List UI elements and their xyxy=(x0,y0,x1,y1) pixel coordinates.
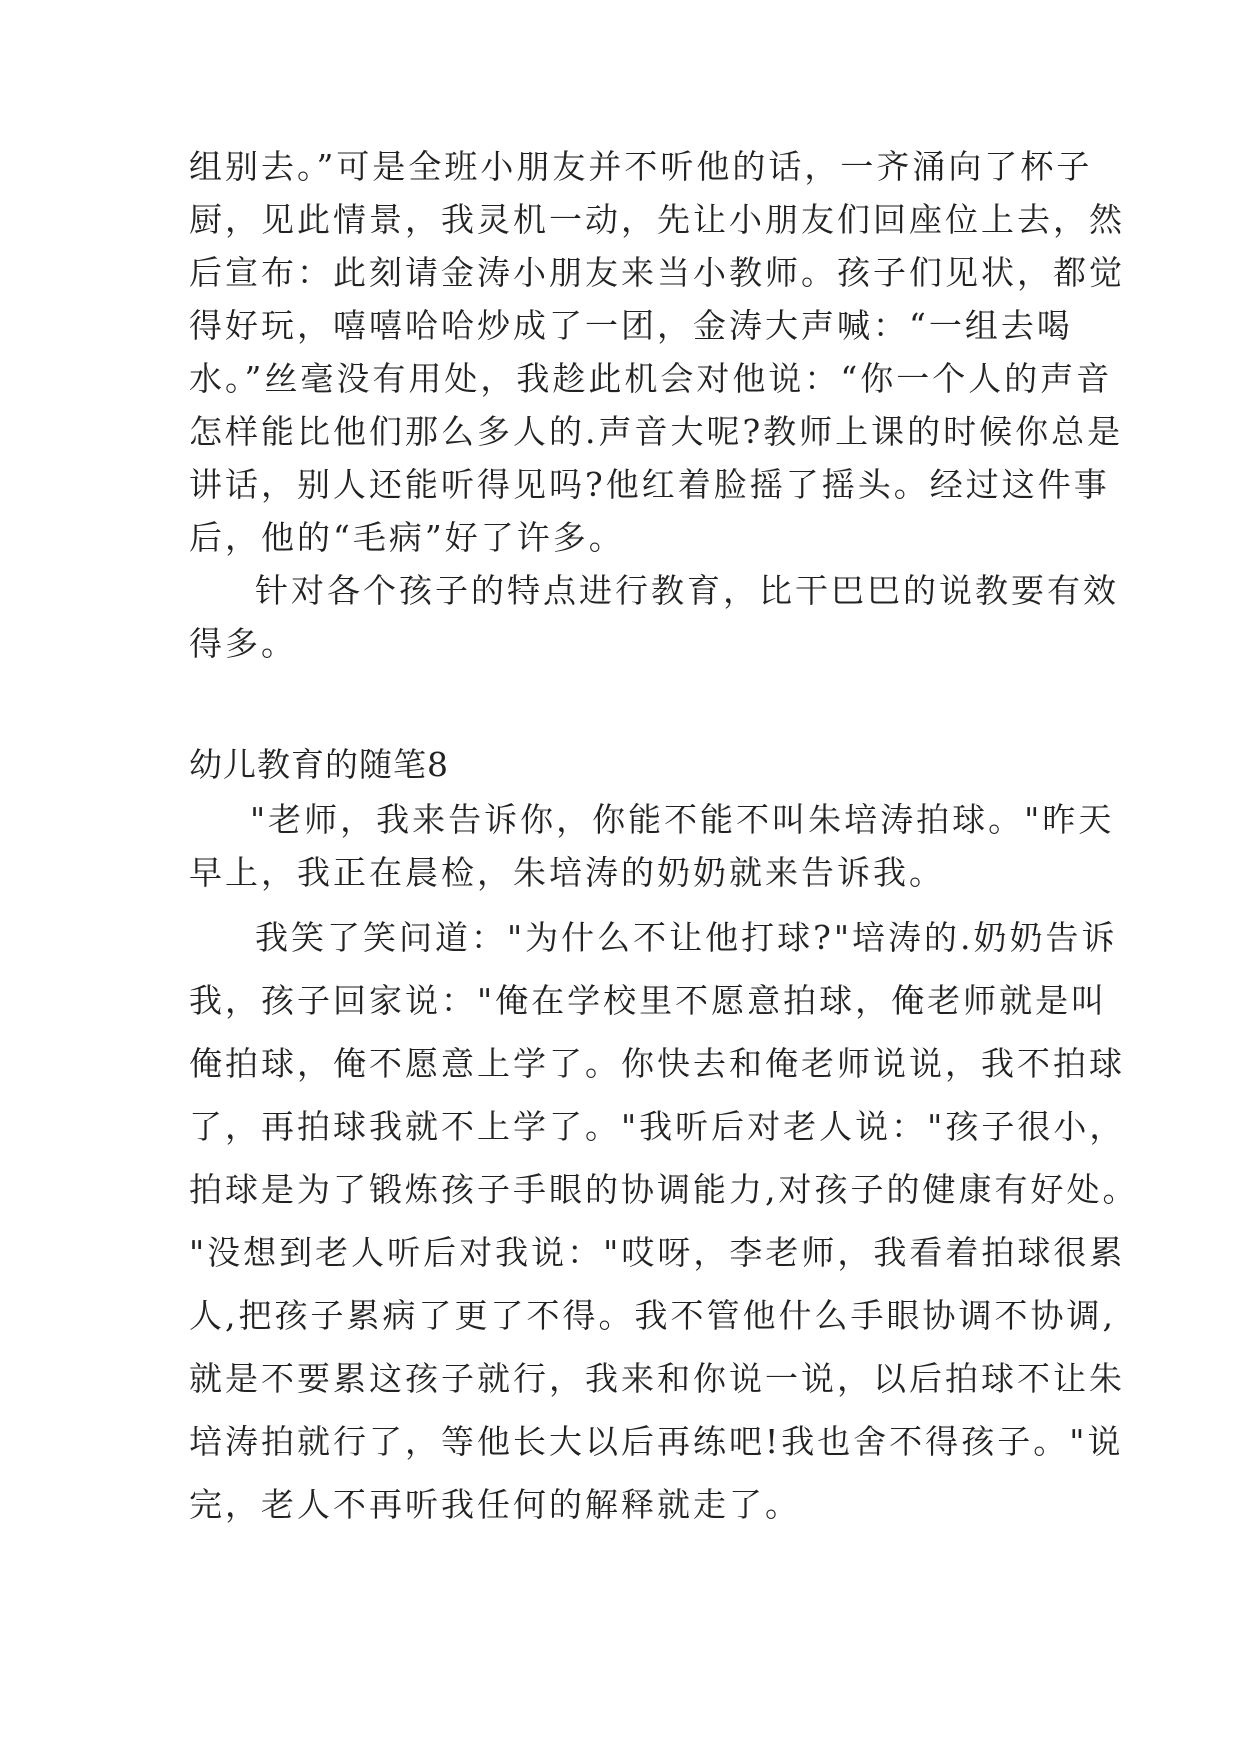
paragraph-1-line: 后宣布：此刻请金涛小朋友来当小教师。孩子们见状，都觉 xyxy=(189,253,1125,292)
paragraph-4-line: 就是不要累这孩子就行，我来和你说一说，以后拍球不让朱 xyxy=(189,1359,1125,1398)
paragraph-1-line: 怎样能比他们那么多人的.声音大呢?教师上课的时候你总是 xyxy=(189,412,1124,451)
section-heading: 幼儿教育的随笔8 xyxy=(189,745,449,784)
paragraph-3-line: 早上，我正在晨检，朱培涛的奶奶就来告诉我。 xyxy=(189,853,945,892)
paragraph-4-line: "没想到老人听后对我说："哎呀，李老师，我看着拍球很累 xyxy=(189,1233,1126,1272)
paragraph-4-line: 我笑了笑问道："为什么不让他打球?"培涛的.奶奶告诉 xyxy=(255,918,1118,957)
paragraph-2-line: 得多。 xyxy=(189,624,297,663)
paragraph-1-line: 厨，见此情景，我灵机一动，先让小朋友们回座位上去，然 xyxy=(189,200,1125,239)
paragraph-1-line: 后，他的“毛病”好了许多。 xyxy=(189,518,625,557)
paragraph-4-line: 了，再拍球我就不上学了。"我听后对老人说："孩子很小， xyxy=(189,1107,1126,1146)
paragraph-4-line: 拍球是为了锻炼孩子手眼的协调能力,对孩子的健康有好处。 xyxy=(189,1170,1139,1209)
paragraph-1-line: 讲话，别人还能听得见吗?他红着脸摇了摇头。经过这件事 xyxy=(189,465,1110,504)
paragraph-4-line: 完，老人不再听我任何的解释就走了。 xyxy=(189,1485,801,1524)
paragraph-1-line: 水。”丝毫没有用处，我趁此机会对他说：“你一个人的声音 xyxy=(189,359,1113,398)
paragraph-4-line: 培涛拍就行了，等他长大以后再练吧!我也舍不得孩子。"说 xyxy=(189,1422,1124,1461)
paragraph-2-line: 针对各个孩子的特点进行教育，比干巴巴的说教要有效 xyxy=(255,571,1119,610)
paragraph-4-line: 人,把孩子累病了更了不得。我不管他什么手眼协调不协调, xyxy=(189,1296,1116,1335)
paragraph-1-line: 得好玩，嘻嘻哈哈炒成了一团，金涛大声喊：“一组去喝 xyxy=(189,306,1073,345)
paragraph-3-line: "老师，我来告诉你，你能不能不叫朱培涛拍球。"昨天 xyxy=(250,800,1115,839)
paragraph-1-line: 组别去。”可是全班小朋友并不听他的话，一齐涌向了杯子 xyxy=(189,147,1093,186)
paragraph-4-line: 俺拍球，俺不愿意上学了。你快去和俺老师说说，我不拍球 xyxy=(189,1044,1125,1083)
paragraph-4-line: 我，孩子回家说："俺在学校里不愿意拍球，俺老师就是叫 xyxy=(189,981,1108,1020)
